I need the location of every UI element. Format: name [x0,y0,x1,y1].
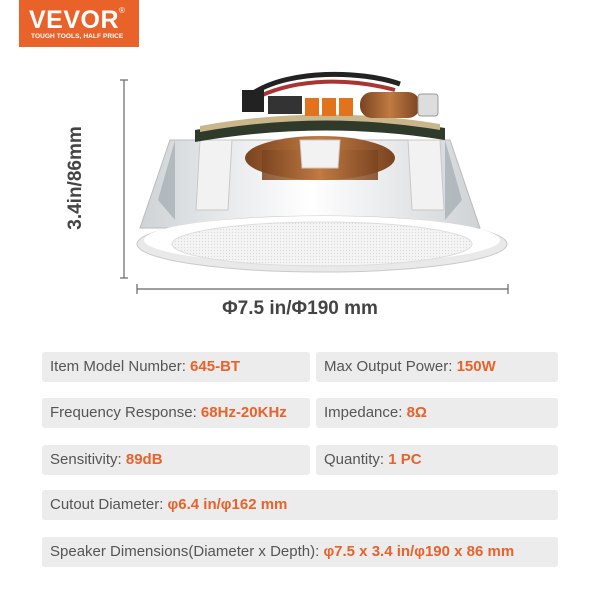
spec-value: 150W [456,358,496,375]
spec-value: 1 PC [388,451,422,468]
spec-value: 645-BT [190,358,241,375]
height-dimension-line [120,80,128,278]
spec-value: 8Ω [406,404,427,421]
spec-value: φ7.5 x 3.4 in/φ190 x 86 mm [323,543,515,560]
spec-label: Speaker Dimensions(Diameter x Depth): [50,543,324,560]
spec-value: φ6.4 in/φ162 mm [167,496,288,513]
spec-label: Quantity: [324,451,389,468]
height-dimension-label: 3.4in/86mm [65,126,86,230]
spec-value: 68Hz-20KHz [200,404,287,421]
spec-item-model-number [42,352,310,382]
spec-label: Sensitivity: [50,451,126,468]
spec-cutout-diameter [42,490,558,520]
spec-label: Frequency Response: [50,404,201,421]
spec-speaker-dimensions [42,537,558,567]
spec-label: Max Output Power: [324,358,457,375]
speaker-grille [172,222,472,266]
spec-label: Cutout Diameter: [50,496,168,513]
spec-sensitivity [42,445,310,475]
crossover-circuit-board [195,90,445,142]
spec-value: 89dB [125,451,163,468]
spec-max-output-power [316,352,558,382]
brand-tagline: TOUGH TOOLS, HALF PRICE [31,33,124,40]
spec-impedance [316,398,558,428]
brand-name: VEVOR [29,6,120,34]
spec-label: Impedance: [324,404,407,421]
spec-label: Item Model Number: [50,358,191,375]
registered-mark: ® [119,6,126,15]
spec-frequency-response [42,398,310,428]
width-dimension-line [137,284,508,294]
diameter-dimension-label: Φ7.5 in/Φ190 mm [222,298,378,319]
spec-quantity [316,445,558,475]
